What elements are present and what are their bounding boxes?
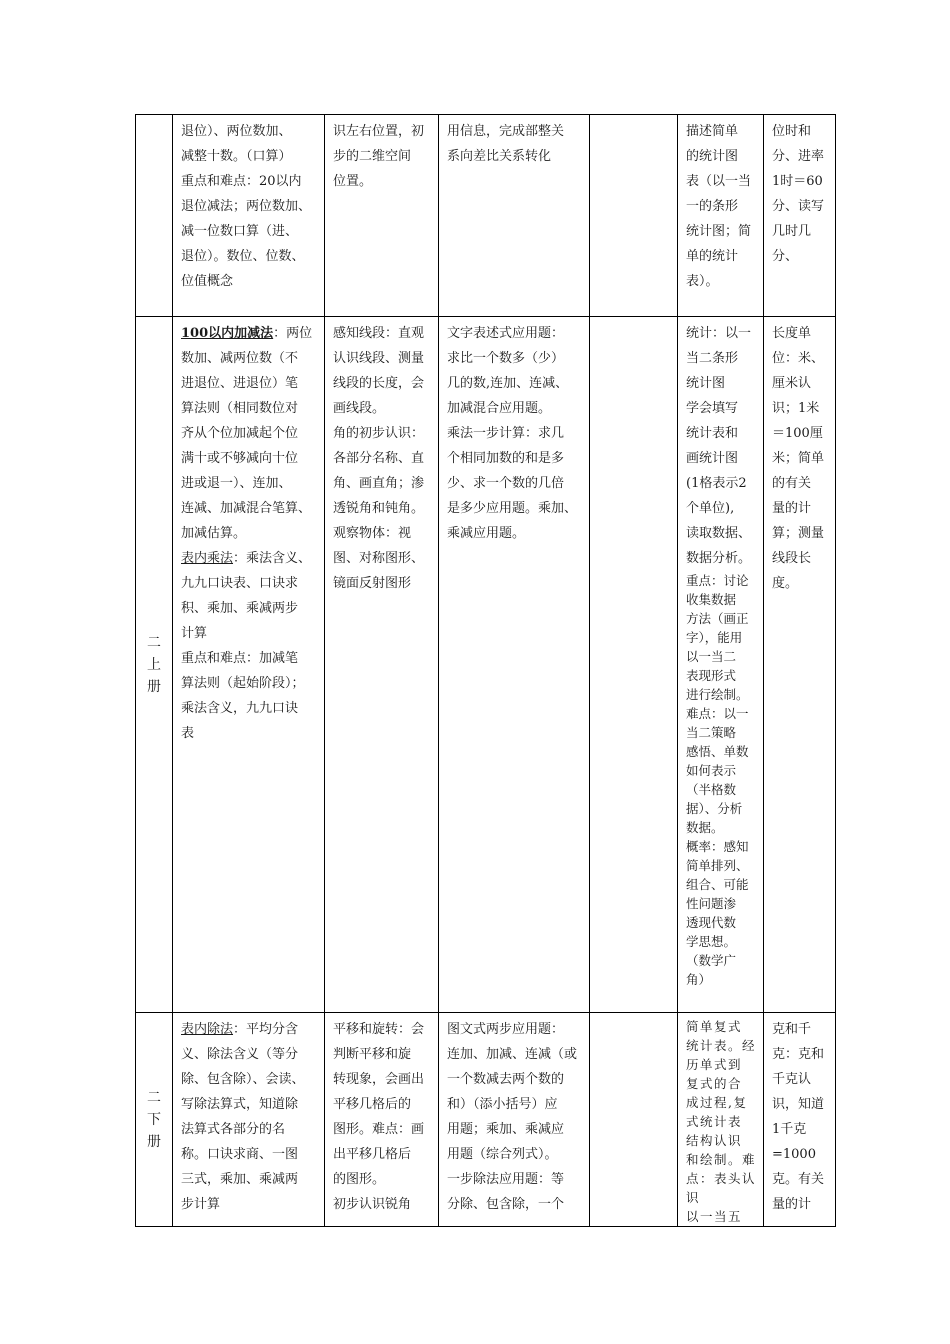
statistics-cell — [678, 317, 764, 1013]
topic-heading: 表内乘法 — [181, 551, 234, 566]
calculation-text — [173, 1013, 324, 1217]
word-problem-text: 文字表述式应用题： 求比一个数多（少） 几的数,连加、连减、 加减混合应用题。 乘法一步计算：求几 个相同加数的和是多 少、求一个数的几倍 是多少应用题。乘加、 乘减应用题。 — [447, 326, 578, 541]
topic-body: ：乘法含义、 九九口诀表、口诀求 积、乘加、乘减两步 计算 重点和难点：加减笔 算法则（起始阶段）； 乘法含义，九九口诀 表 — [181, 551, 312, 741]
empty-cell — [590, 1013, 678, 1227]
empty-text — [590, 115, 677, 119]
grade-cell — [136, 317, 173, 1013]
word-problem-cell — [439, 317, 590, 1013]
topic-body: ：两位 数加、减两位数（不 进退位、进退位）笔 算法则（相同数位对 齐从个位加减起个位 满十或不够减向十位 进或退一）、连加、 连减、加减混合笔算、 加减估算。 — [181, 326, 313, 541]
measurement-cell — [764, 115, 836, 317]
statistics-text: 简单复式 统计表。经 历单式到 复式的合 成过程,复 式统计表 结构认识 和绘制。难 点：表头认 识 以一当五 — [686, 1019, 757, 1224]
empty-text — [590, 1013, 677, 1017]
statistics-cell — [678, 1013, 764, 1227]
statistics-text: 统计：以一 当二条形 统计图 学会填写 统计表和 画统计图 (1格表示2 个单位), 读取数据、 数据分析。 — [686, 326, 752, 566]
grade-cell — [136, 115, 173, 317]
grade-char: 二 — [147, 1089, 161, 1106]
topic-heading: 表内除法 — [181, 1022, 234, 1037]
word-problem-text: 用信息，完成部整关 系向差比关系转化 — [447, 124, 565, 164]
table-row — [136, 1013, 836, 1227]
empty-cell — [590, 317, 678, 1013]
curriculum-table — [135, 114, 836, 1227]
grade-char: 下 — [147, 1111, 161, 1128]
table-row — [136, 317, 836, 1013]
table-row — [136, 115, 836, 317]
geometry-cell — [325, 1013, 439, 1227]
statistics-notes: 重点：讨论 收集数据 方法（画正 字），能用 以一当二 表现形式 进行绘制。 难点：以一 当二策略 感悟、单数 如何表示 （半格数 据）、分析 数据。 概率：感知 简单排列、 组合、可能 性问题渗 透现代数 学思想。 （数学广 角） — [686, 573, 749, 987]
empty-cell — [590, 115, 678, 317]
topic-heading: 100以内加减法 — [181, 326, 274, 341]
calculation-text — [173, 317, 324, 746]
empty-text — [590, 317, 677, 321]
calculation-cell — [173, 317, 325, 1013]
measurement-text: 长度单 位：米、 厘米认 识；1米 ＝100厘 米；简单 的有关 量的计 算；测量 线段长 度。 — [772, 326, 825, 591]
calculation-cell — [173, 115, 325, 317]
geometry-text: 识左右位置，初 步的二维空间 位置。 — [333, 124, 425, 189]
geometry-cell — [325, 317, 439, 1013]
word-problem-cell — [439, 115, 590, 317]
word-problem-text: 图文式两步应用题： 连加、加减、连减（或 一个数减去两个数的 和）（添小括号）应 用题；乘加、乘减应 用题（综合列式）。 一步除法应用题：等 分除、包含除，一个 — [447, 1022, 578, 1212]
grade-char: 册 — [147, 678, 161, 695]
grade-char: 上 — [147, 656, 161, 673]
word-problem-cell — [439, 1013, 590, 1227]
grade-char: 册 — [147, 1133, 161, 1150]
geometry-cell — [325, 115, 439, 317]
measurement-cell — [764, 1013, 836, 1227]
topic-body: ：平均分含 义、除法含义（等分 除、包含除）、会读、 写除法算式，知道除 法算式各部分的名 称。口诀求商、一图 三式，乘加、乘减两 步计算 — [181, 1022, 305, 1212]
measurement-text: 位时和 分、进率 1时＝60 分、读写 几时几 分、 — [772, 124, 825, 264]
statistics-cell — [678, 115, 764, 317]
statistics-text: 描述简单 的统计图 表（以一当 一的条形 统计图；简 单的统计 表）。 — [686, 124, 752, 289]
geometry-text: 平移和旋转：会 判断平移和旋 转现象，会画出 平移几格后的 图形。难点：画 出平移几格后 的图形。 初步认识锐角 — [333, 1022, 425, 1212]
geometry-text: 感知线段：直观 认识线段、测量 线段的长度，会 画线段。 角的初步认识： 各部分名称、直 角、画直角；渗 透锐角和钝角。 观察物体：视 图、对称图形、 镜面反射图形 — [333, 326, 425, 591]
calculation-cell — [173, 1013, 325, 1227]
measurement-cell — [764, 317, 836, 1013]
grade-cell — [136, 1013, 173, 1227]
measurement-text: 克和千 克：克和 千克认 识，知道 1千克 =1000 克。有关 量的计 — [772, 1022, 825, 1212]
calculation-text: 退位）、两位数加、 减整十数。（口算） 重点和难点：20以内 退位减法；两位数加、 减一位数口算（进、 退位）。数位、位数、 位值概念 — [181, 124, 312, 289]
grade-char: 二 — [147, 634, 161, 651]
